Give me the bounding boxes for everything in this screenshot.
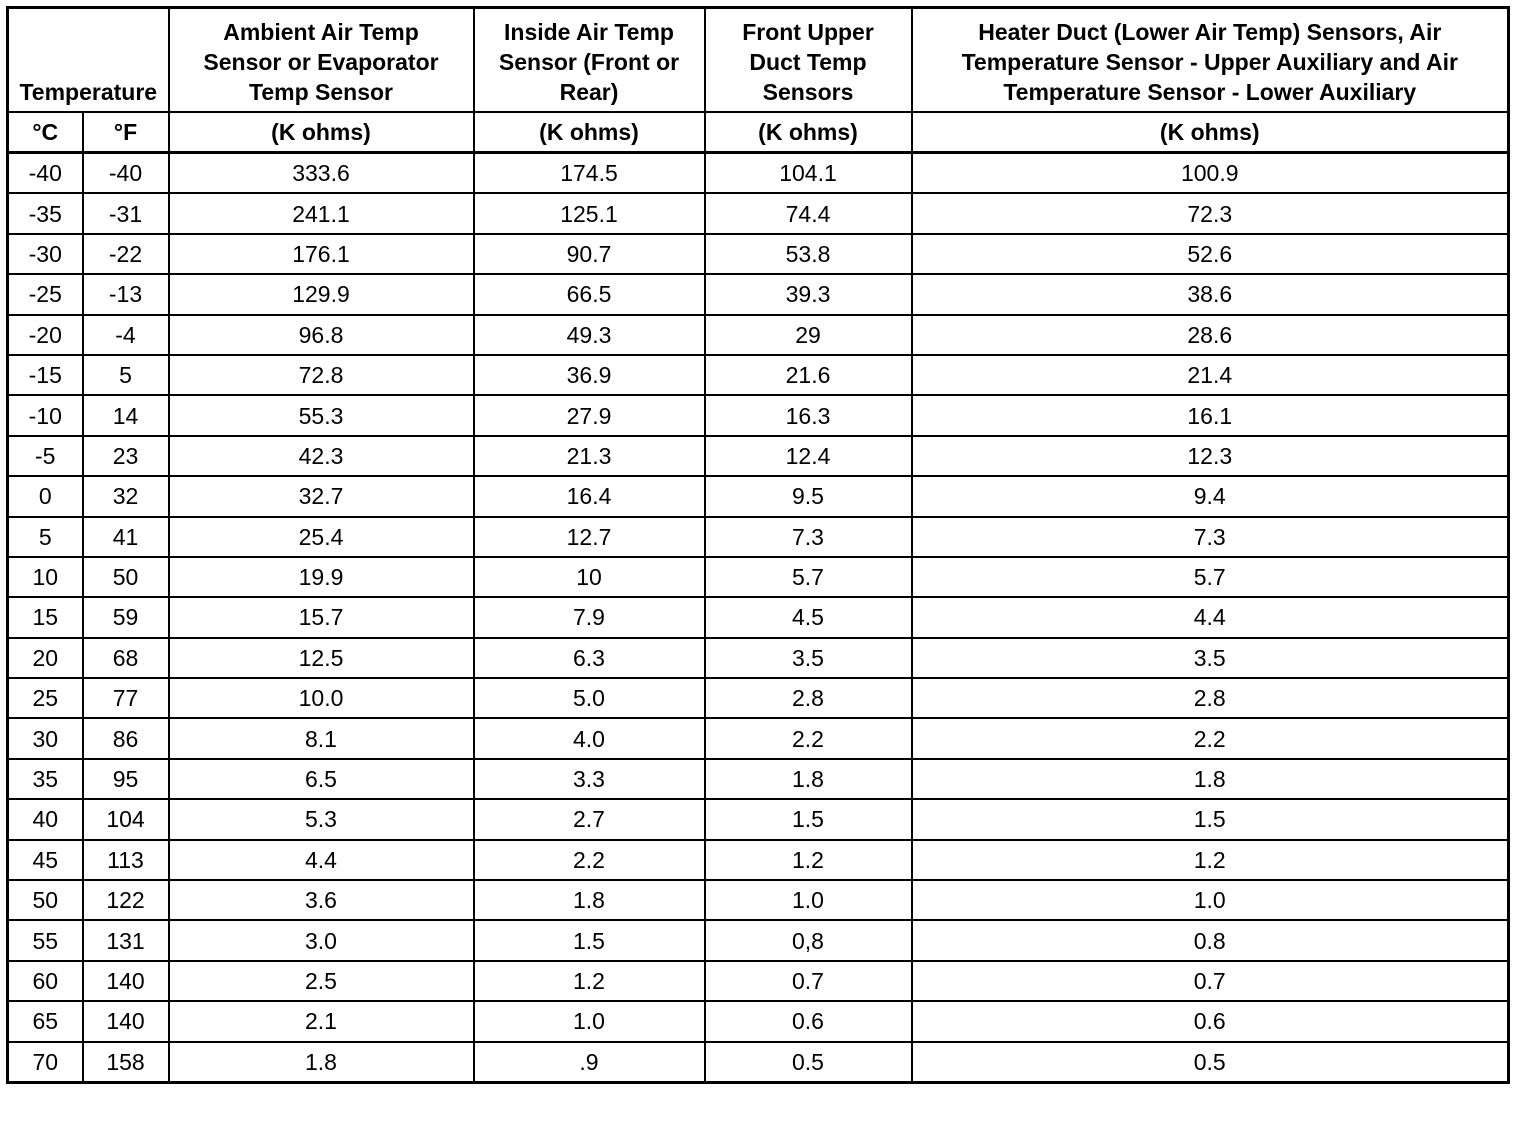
- inside-air-cell: 27.9: [474, 395, 705, 435]
- ambient-air-cell: 55.3: [169, 395, 474, 435]
- ambient-air-cell: 3.0: [169, 920, 474, 960]
- fahrenheit-cell: 23: [83, 436, 169, 476]
- celsius-cell: -35: [8, 193, 83, 233]
- inside-air-cell: 1.2: [474, 961, 705, 1001]
- front-upper-duct-header-line3: Sensors: [762, 79, 854, 105]
- celsius-cell: -25: [8, 274, 83, 314]
- fahrenheit-cell: 131: [83, 920, 169, 960]
- fahrenheit-cell: -22: [83, 234, 169, 274]
- table-row: [8, 476, 1509, 516]
- heater-duct-cell: 72.3: [912, 193, 1509, 233]
- inside-air-cell: 1.8: [474, 880, 705, 920]
- inside-air-cell: 6.3: [474, 638, 705, 678]
- fahrenheit-cell: 50: [83, 557, 169, 597]
- table-row: [8, 557, 1509, 597]
- front-upper-duct-cell: 7.3: [705, 517, 912, 557]
- inside-air-cell: 10: [474, 557, 705, 597]
- heater-duct-header-line2: Temperature Sensor - Upper Auxiliary and Air: [961, 49, 1458, 75]
- heater-duct-cell: 1.5: [912, 799, 1509, 839]
- table-body: [8, 153, 1509, 1083]
- celsius-cell: 20: [8, 638, 83, 678]
- header-row: [8, 8, 1509, 113]
- front-upper-duct-cell: 0.6: [705, 1001, 912, 1041]
- heater-duct-cell: 38.6: [912, 274, 1509, 314]
- heater-duct-cell: 2.2: [912, 718, 1509, 758]
- front-upper-duct-cell: 21.6: [705, 355, 912, 395]
- fahrenheit-cell: 86: [83, 718, 169, 758]
- front-upper-duct-cell: 1.8: [705, 759, 912, 799]
- celsius-cell: 40: [8, 799, 83, 839]
- heater-duct-cell: 3.5: [912, 638, 1509, 678]
- ambient-air-cell: 2.1: [169, 1001, 474, 1041]
- fahrenheit-cell: 104: [83, 799, 169, 839]
- fahrenheit-cell: 158: [83, 1042, 169, 1083]
- fahrenheit-cell: 95: [83, 759, 169, 799]
- temperature-header: Temperature: [8, 8, 169, 113]
- heater-duct-cell: 9.4: [912, 476, 1509, 516]
- table-row: [8, 395, 1509, 435]
- fahrenheit-cell: 122: [83, 880, 169, 920]
- table-row: [8, 961, 1509, 1001]
- front-upper-duct-cell: 0,8: [705, 920, 912, 960]
- heater-duct-cell: 1.0: [912, 880, 1509, 920]
- inside-air-cell: .9: [474, 1042, 705, 1083]
- front-upper-duct-header: [705, 8, 912, 113]
- inside-air-cell: 5.0: [474, 678, 705, 718]
- celsius-cell: 60: [8, 961, 83, 1001]
- heater-duct-cell: 2.8: [912, 678, 1509, 718]
- heater-duct-header: [912, 8, 1509, 113]
- front-upper-duct-cell: 1.0: [705, 880, 912, 920]
- table-row: [8, 678, 1509, 718]
- heater-duct-cell: 0.6: [912, 1001, 1509, 1041]
- ambient-air-cell: 15.7: [169, 597, 474, 637]
- inside-air-header-line2: Sensor (Front or: [498, 49, 680, 75]
- ambient-air-cell: 19.9: [169, 557, 474, 597]
- fahrenheit-cell: -31: [83, 193, 169, 233]
- heater-duct-cell: 21.4: [912, 355, 1509, 395]
- front-upper-duct-cell: 29: [705, 315, 912, 355]
- inside-air-cell: 3.3: [474, 759, 705, 799]
- ambient-air-cell: 10.0: [169, 678, 474, 718]
- table-row: [8, 1001, 1509, 1041]
- fahrenheit-cell: 77: [83, 678, 169, 718]
- heater-duct-cell: 16.1: [912, 395, 1509, 435]
- heater-duct-cell: 1.8: [912, 759, 1509, 799]
- heater-duct-header-line3: Temperature Sensor - Lower Auxiliary: [1003, 79, 1417, 105]
- table-row: [8, 436, 1509, 476]
- celsius-cell: -5: [8, 436, 83, 476]
- front-upper-duct-cell: 39.3: [705, 274, 912, 314]
- fahrenheit-cell: -4: [83, 315, 169, 355]
- inside-air-cell: 16.4: [474, 476, 705, 516]
- sensor-resistance-table: [6, 6, 1510, 1084]
- ambient-air-cell: 129.9: [169, 274, 474, 314]
- heater-duct-cell: 28.6: [912, 315, 1509, 355]
- front-upper-duct-cell: 2.8: [705, 678, 912, 718]
- celsius-cell: -30: [8, 234, 83, 274]
- fahrenheit-cell: 113: [83, 840, 169, 880]
- fahrenheit-cell: 140: [83, 1001, 169, 1041]
- fahrenheit-cell: 32: [83, 476, 169, 516]
- celsius-cell: 0: [8, 476, 83, 516]
- table-row: [8, 638, 1509, 678]
- units-row: [8, 112, 1509, 153]
- ambient-air-cell: 1.8: [169, 1042, 474, 1083]
- celsius-cell: 35: [8, 759, 83, 799]
- inside-air-header: [474, 8, 705, 113]
- table-row: [8, 274, 1509, 314]
- inside-air-cell: 125.1: [474, 193, 705, 233]
- table-row: [8, 759, 1509, 799]
- celsius-unit: °C: [8, 112, 83, 153]
- ambient-air-unit: (K ohms): [169, 112, 474, 153]
- front-upper-duct-cell: 104.1: [705, 153, 912, 194]
- inside-air-cell: 36.9: [474, 355, 705, 395]
- ambient-air-header-line1: Ambient Air Temp: [223, 19, 419, 45]
- heater-duct-cell: 100.9: [912, 153, 1509, 194]
- heater-duct-cell: 1.2: [912, 840, 1509, 880]
- front-upper-duct-cell: 16.3: [705, 395, 912, 435]
- ambient-air-cell: 333.6: [169, 153, 474, 194]
- fahrenheit-cell: 14: [83, 395, 169, 435]
- inside-air-cell: 12.7: [474, 517, 705, 557]
- front-upper-duct-cell: 3.5: [705, 638, 912, 678]
- inside-air-cell: 49.3: [474, 315, 705, 355]
- ambient-air-cell: 96.8: [169, 315, 474, 355]
- table-row: [8, 880, 1509, 920]
- ambient-air-cell: 241.1: [169, 193, 474, 233]
- heater-duct-cell: 0.7: [912, 961, 1509, 1001]
- front-upper-duct-unit: (K ohms): [705, 112, 912, 153]
- fahrenheit-cell: 59: [83, 597, 169, 637]
- celsius-cell: -10: [8, 395, 83, 435]
- inside-air-cell: 90.7: [474, 234, 705, 274]
- inside-air-cell: 1.5: [474, 920, 705, 960]
- ambient-air-cell: 72.8: [169, 355, 474, 395]
- table-row: [8, 799, 1509, 839]
- inside-air-cell: 2.7: [474, 799, 705, 839]
- inside-air-cell: 21.3: [474, 436, 705, 476]
- celsius-cell: 5: [8, 517, 83, 557]
- celsius-cell: -40: [8, 153, 83, 194]
- front-upper-duct-cell: 4.5: [705, 597, 912, 637]
- table-row: [8, 355, 1509, 395]
- inside-air-cell: 7.9: [474, 597, 705, 637]
- ambient-air-header-line2: Sensor or Evaporator: [203, 49, 439, 75]
- celsius-cell: 30: [8, 718, 83, 758]
- front-upper-duct-cell: 9.5: [705, 476, 912, 516]
- fahrenheit-cell: 41: [83, 517, 169, 557]
- inside-air-header-line1: Inside Air Temp: [504, 19, 674, 45]
- table-row: [8, 153, 1509, 194]
- fahrenheit-cell: 140: [83, 961, 169, 1001]
- heater-duct-cell: 12.3: [912, 436, 1509, 476]
- table-row: [8, 597, 1509, 637]
- front-upper-duct-cell: 0.7: [705, 961, 912, 1001]
- front-upper-duct-cell: 1.2: [705, 840, 912, 880]
- table-row: [8, 315, 1509, 355]
- heater-duct-cell: 7.3: [912, 517, 1509, 557]
- fahrenheit-cell: 68: [83, 638, 169, 678]
- heater-duct-cell: 4.4: [912, 597, 1509, 637]
- celsius-cell: 10: [8, 557, 83, 597]
- celsius-cell: 15: [8, 597, 83, 637]
- ambient-air-header: [169, 8, 474, 113]
- ambient-air-cell: 3.6: [169, 880, 474, 920]
- inside-air-cell: 174.5: [474, 153, 705, 194]
- table-row: [8, 1042, 1509, 1083]
- inside-air-header-line3: Rear): [559, 79, 619, 105]
- front-upper-duct-header-line2: Duct Temp: [749, 49, 867, 75]
- celsius-cell: 65: [8, 1001, 83, 1041]
- celsius-cell: 25: [8, 678, 83, 718]
- inside-air-cell: 2.2: [474, 840, 705, 880]
- celsius-cell: 45: [8, 840, 83, 880]
- front-upper-duct-cell: 1.5: [705, 799, 912, 839]
- heater-duct-cell: 0.8: [912, 920, 1509, 960]
- heater-duct-unit: (K ohms): [912, 112, 1509, 153]
- inside-air-cell: 66.5: [474, 274, 705, 314]
- table-row: [8, 840, 1509, 880]
- table-row: [8, 234, 1509, 274]
- ambient-air-cell: 32.7: [169, 476, 474, 516]
- front-upper-duct-cell: 53.8: [705, 234, 912, 274]
- ambient-air-cell: 176.1: [169, 234, 474, 274]
- celsius-cell: -15: [8, 355, 83, 395]
- celsius-cell: 55: [8, 920, 83, 960]
- table-row: [8, 193, 1509, 233]
- ambient-air-cell: 42.3: [169, 436, 474, 476]
- table-row: [8, 920, 1509, 960]
- ambient-air-cell: 25.4: [169, 517, 474, 557]
- ambient-air-cell: 6.5: [169, 759, 474, 799]
- front-upper-duct-cell: 0.5: [705, 1042, 912, 1083]
- inside-air-cell: 4.0: [474, 718, 705, 758]
- table-row: [8, 517, 1509, 557]
- ambient-air-cell: 2.5: [169, 961, 474, 1001]
- celsius-cell: 70: [8, 1042, 83, 1083]
- front-upper-duct-cell: 74.4: [705, 193, 912, 233]
- front-upper-duct-cell: 5.7: [705, 557, 912, 597]
- ambient-air-cell: 8.1: [169, 718, 474, 758]
- celsius-cell: -20: [8, 315, 83, 355]
- heater-duct-header-line1: Heater Duct (Lower Air Temp) Sensors, Air: [978, 19, 1442, 45]
- inside-air-cell: 1.0: [474, 1001, 705, 1041]
- fahrenheit-unit: °F: [83, 112, 169, 153]
- front-upper-duct-cell: 2.2: [705, 718, 912, 758]
- table-row: [8, 718, 1509, 758]
- fahrenheit-cell: -13: [83, 274, 169, 314]
- ambient-air-header-line3: Temp Sensor: [249, 79, 393, 105]
- heater-duct-cell: 5.7: [912, 557, 1509, 597]
- celsius-cell: 50: [8, 880, 83, 920]
- heater-duct-cell: 52.6: [912, 234, 1509, 274]
- ambient-air-cell: 4.4: [169, 840, 474, 880]
- inside-air-unit: (K ohms): [474, 112, 705, 153]
- ambient-air-cell: 5.3: [169, 799, 474, 839]
- ambient-air-cell: 12.5: [169, 638, 474, 678]
- front-upper-duct-cell: 12.4: [705, 436, 912, 476]
- front-upper-duct-header-line1: Front Upper: [742, 19, 874, 45]
- heater-duct-cell: 0.5: [912, 1042, 1509, 1083]
- fahrenheit-cell: -40: [83, 153, 169, 194]
- fahrenheit-cell: 5: [83, 355, 169, 395]
